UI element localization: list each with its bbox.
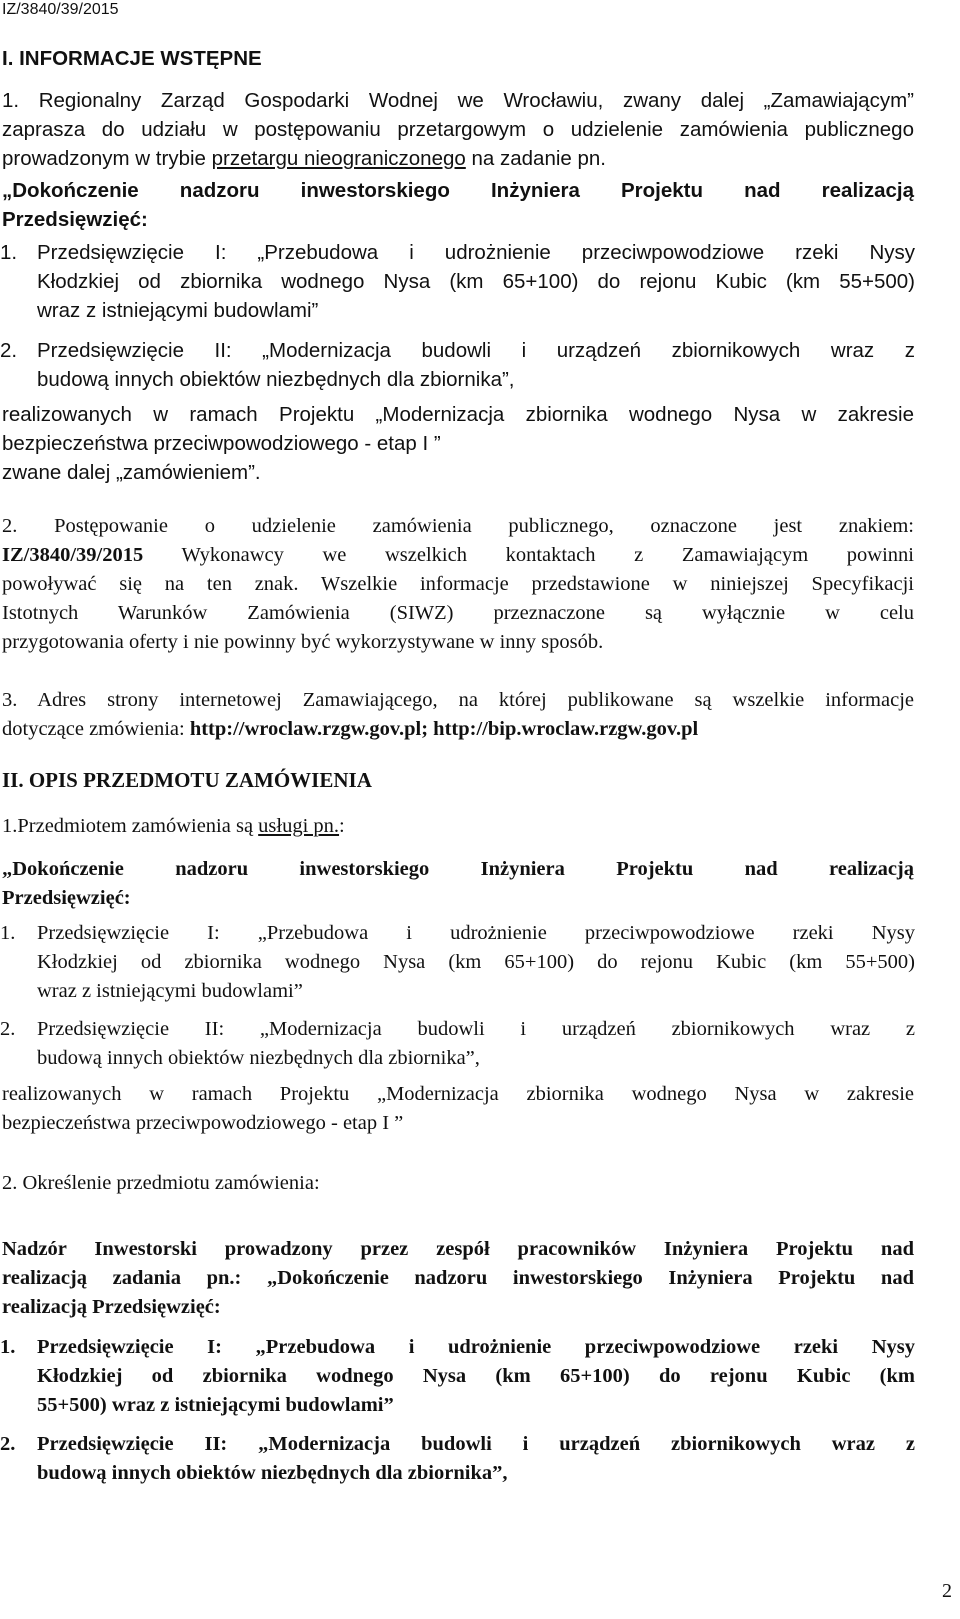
website-link[interactable]: http://wroclaw.rzgw.gov.pl <box>189 718 422 740</box>
project-context <box>2 1080 914 1138</box>
text-line: 3. Adres strony internetowej Zamawiającego, na której publikowane są wszelkie informacje <box>2 689 914 711</box>
text-line: 2. Określenie przedmiotu zamówienia: <box>2 1172 320 1194</box>
text-span: na zadanie pn. <box>465 147 606 170</box>
text-line: przygotowania oferty i nie powinny być wykorzystywane w inny sposób. <box>2 631 604 653</box>
list-item <box>0 1430 915 1488</box>
text-span: Wykonawcy we wszelkich kontaktach z Zamawiającym powinni <box>143 544 914 566</box>
text-line: realizowanych w ramach Projektu „Modernizacja zbiornika wodnego Nysa w zakresie <box>2 403 914 426</box>
text-line: Istotnych Warunków Zamówienia (SIWZ) przeznaczone są wyłącznie w celu <box>2 602 914 624</box>
procedure-link[interactable]: przetargu nieograniczonego <box>211 147 466 170</box>
text-line: powoływać się na ten znak. Wszelkie informacje przedstawione w niniejszej Specyfikacji <box>2 573 914 595</box>
paragraph-1 <box>2 86 914 173</box>
list-item <box>0 1015 915 1073</box>
section-heading-2: II. OPIS PRZEDMOTU ZAMÓWIENIA <box>2 768 372 792</box>
text-span: dotyczące zmówienia: <box>2 718 190 740</box>
list-number: 2. <box>0 1433 16 1455</box>
services-term: usługi pn. <box>258 815 340 837</box>
text-line: Przedsięwzięcie I: „Przebudowa i udrożnienie przeciwpowodziowe rzeki Nysy <box>37 241 915 264</box>
text-line: Kłodzkiej od zbiornika wodnego Nysa (km 65+100) do rejonu Kubic (km 55+500) <box>37 270 915 293</box>
text-span: : <box>339 815 345 837</box>
text-line: „Dokończenie nadzoru inwestorskiego Inżyniera Projektu nad realizacją <box>2 179 914 202</box>
text-line <box>2 541 914 570</box>
text-line: zaprasza do udziału w postępowaniu przetargowym o udzielenie zamówienia publicznego <box>2 118 914 141</box>
section-heading-1: I. INFORMACJE WSTĘPNE <box>2 47 262 70</box>
project-title <box>2 176 914 234</box>
document-id: IZ/3840/39/2015 <box>2 1 119 18</box>
text-span: prowadzonym w trybie <box>2 147 212 170</box>
paragraph-3 <box>2 686 914 744</box>
text-line: „Dokończenie nadzoru inwestorskiego Inżyniera Projektu nad realizacją <box>2 858 914 880</box>
text-line: bezpieczeństwa przeciwpowodziowego - etap I ” <box>2 1112 404 1134</box>
text-line: 55+500) wraz z istniejącymi budowlami” <box>37 1394 394 1416</box>
text-line <box>2 812 914 841</box>
scope-description <box>2 1235 914 1322</box>
text-line: realizowanych w ramach Projektu „Modernizacja zbiornika wodnego Nysa w zakresie <box>2 1083 914 1105</box>
text-span: 1.Przedmiotem zamówienia są <box>2 815 259 837</box>
list-number: 2. <box>0 1018 16 1040</box>
page-number: 2 <box>942 1580 952 1602</box>
text-line: wraz z istniejącymi budowlami” <box>37 299 319 322</box>
text-line: Przedsięwzięcie II: „Modernizacja budowli i urządzeń zbiornikowych wraz z <box>37 1433 915 1455</box>
list-item <box>0 919 915 1006</box>
text-line: budową innych obiektów niezbędnych dla zbiornika”, <box>37 368 515 391</box>
subsection-1 <box>2 812 914 841</box>
text-line: Przedsięwzięcie II: „Modernizacja budowli i urządzeń zbiornikowych wraz z <box>37 339 915 362</box>
text-line: Przedsięwzięć: <box>2 208 148 231</box>
text-line: budową innych obiektów niezbędnych dla zbiornika”, <box>37 1047 480 1069</box>
project-title <box>2 855 914 913</box>
text-line: Przedsięwzięcie I: „Przebudowa i udrożnienie przeciwpowodziowe rzeki Nysy <box>37 1336 915 1358</box>
text-line: bezpieczeństwa przeciwpowodziowego - etap I ” <box>2 432 441 455</box>
list-item <box>0 238 915 325</box>
text-line: 2. Postępowanie o udzielenie zamówienia publicznego, oznaczone jest znakiem: <box>2 515 914 537</box>
text-line: Przedsięwzięć: <box>2 887 131 909</box>
text-line: wraz z istniejącymi budowlami” <box>37 980 303 1002</box>
project-context <box>2 400 914 487</box>
list-number: 2. <box>0 339 18 362</box>
text-line: realizacją zadania pn.: „Dokończenie nadzoru inwestorskiego Inżyniera Projektu nad <box>2 1267 914 1289</box>
text-line <box>2 144 914 173</box>
list-item <box>0 1333 915 1420</box>
text-span: ; <box>421 718 434 740</box>
text-line: budową innych obiektów niezbędnych dla zbiornika”, <box>37 1462 508 1484</box>
text-line <box>2 715 914 744</box>
text-line: 1. Regionalny Zarząd Gospodarki Wodnej we Wrocławiu, zwany dalej „Zamawiającym” <box>2 89 914 112</box>
list-number: 1. <box>0 241 18 264</box>
paragraph-2 <box>2 512 914 657</box>
text-line: Kłodzkiej od zbiornika wodnego Nysa (km 65+100) do rejonu Kubic (km <box>37 1365 915 1387</box>
reference-code: IZ/3840/39/2015 <box>2 544 144 566</box>
text-line: zwane dalej „zamówieniem”. <box>2 461 261 484</box>
list-item <box>0 336 915 394</box>
text-line: Kłodzkiej od zbiornika wodnego Nysa (km 65+100) do rejonu Kubic (km 55+500) <box>37 951 915 973</box>
list-number: 1. <box>0 1336 16 1358</box>
text-line: realizacją Przedsięwzięć: <box>2 1296 221 1318</box>
subsection-2 <box>2 1169 914 1198</box>
text-line: Przedsięwzięcie II: „Modernizacja budowli i urządzeń zbiornikowych wraz z <box>37 1018 915 1040</box>
list-number: 1. <box>0 922 16 944</box>
text-line: Nadzór Inwestorski prowadzony przez zespół pracowników Inżyniera Projektu nad <box>2 1238 914 1260</box>
bip-link[interactable]: http://bip.wroclaw.rzgw.gov.pl <box>433 718 699 740</box>
text-line: Przedsięwzięcie I: „Przebudowa i udrożnienie przeciwpowodziowe rzeki Nysy <box>37 922 915 944</box>
